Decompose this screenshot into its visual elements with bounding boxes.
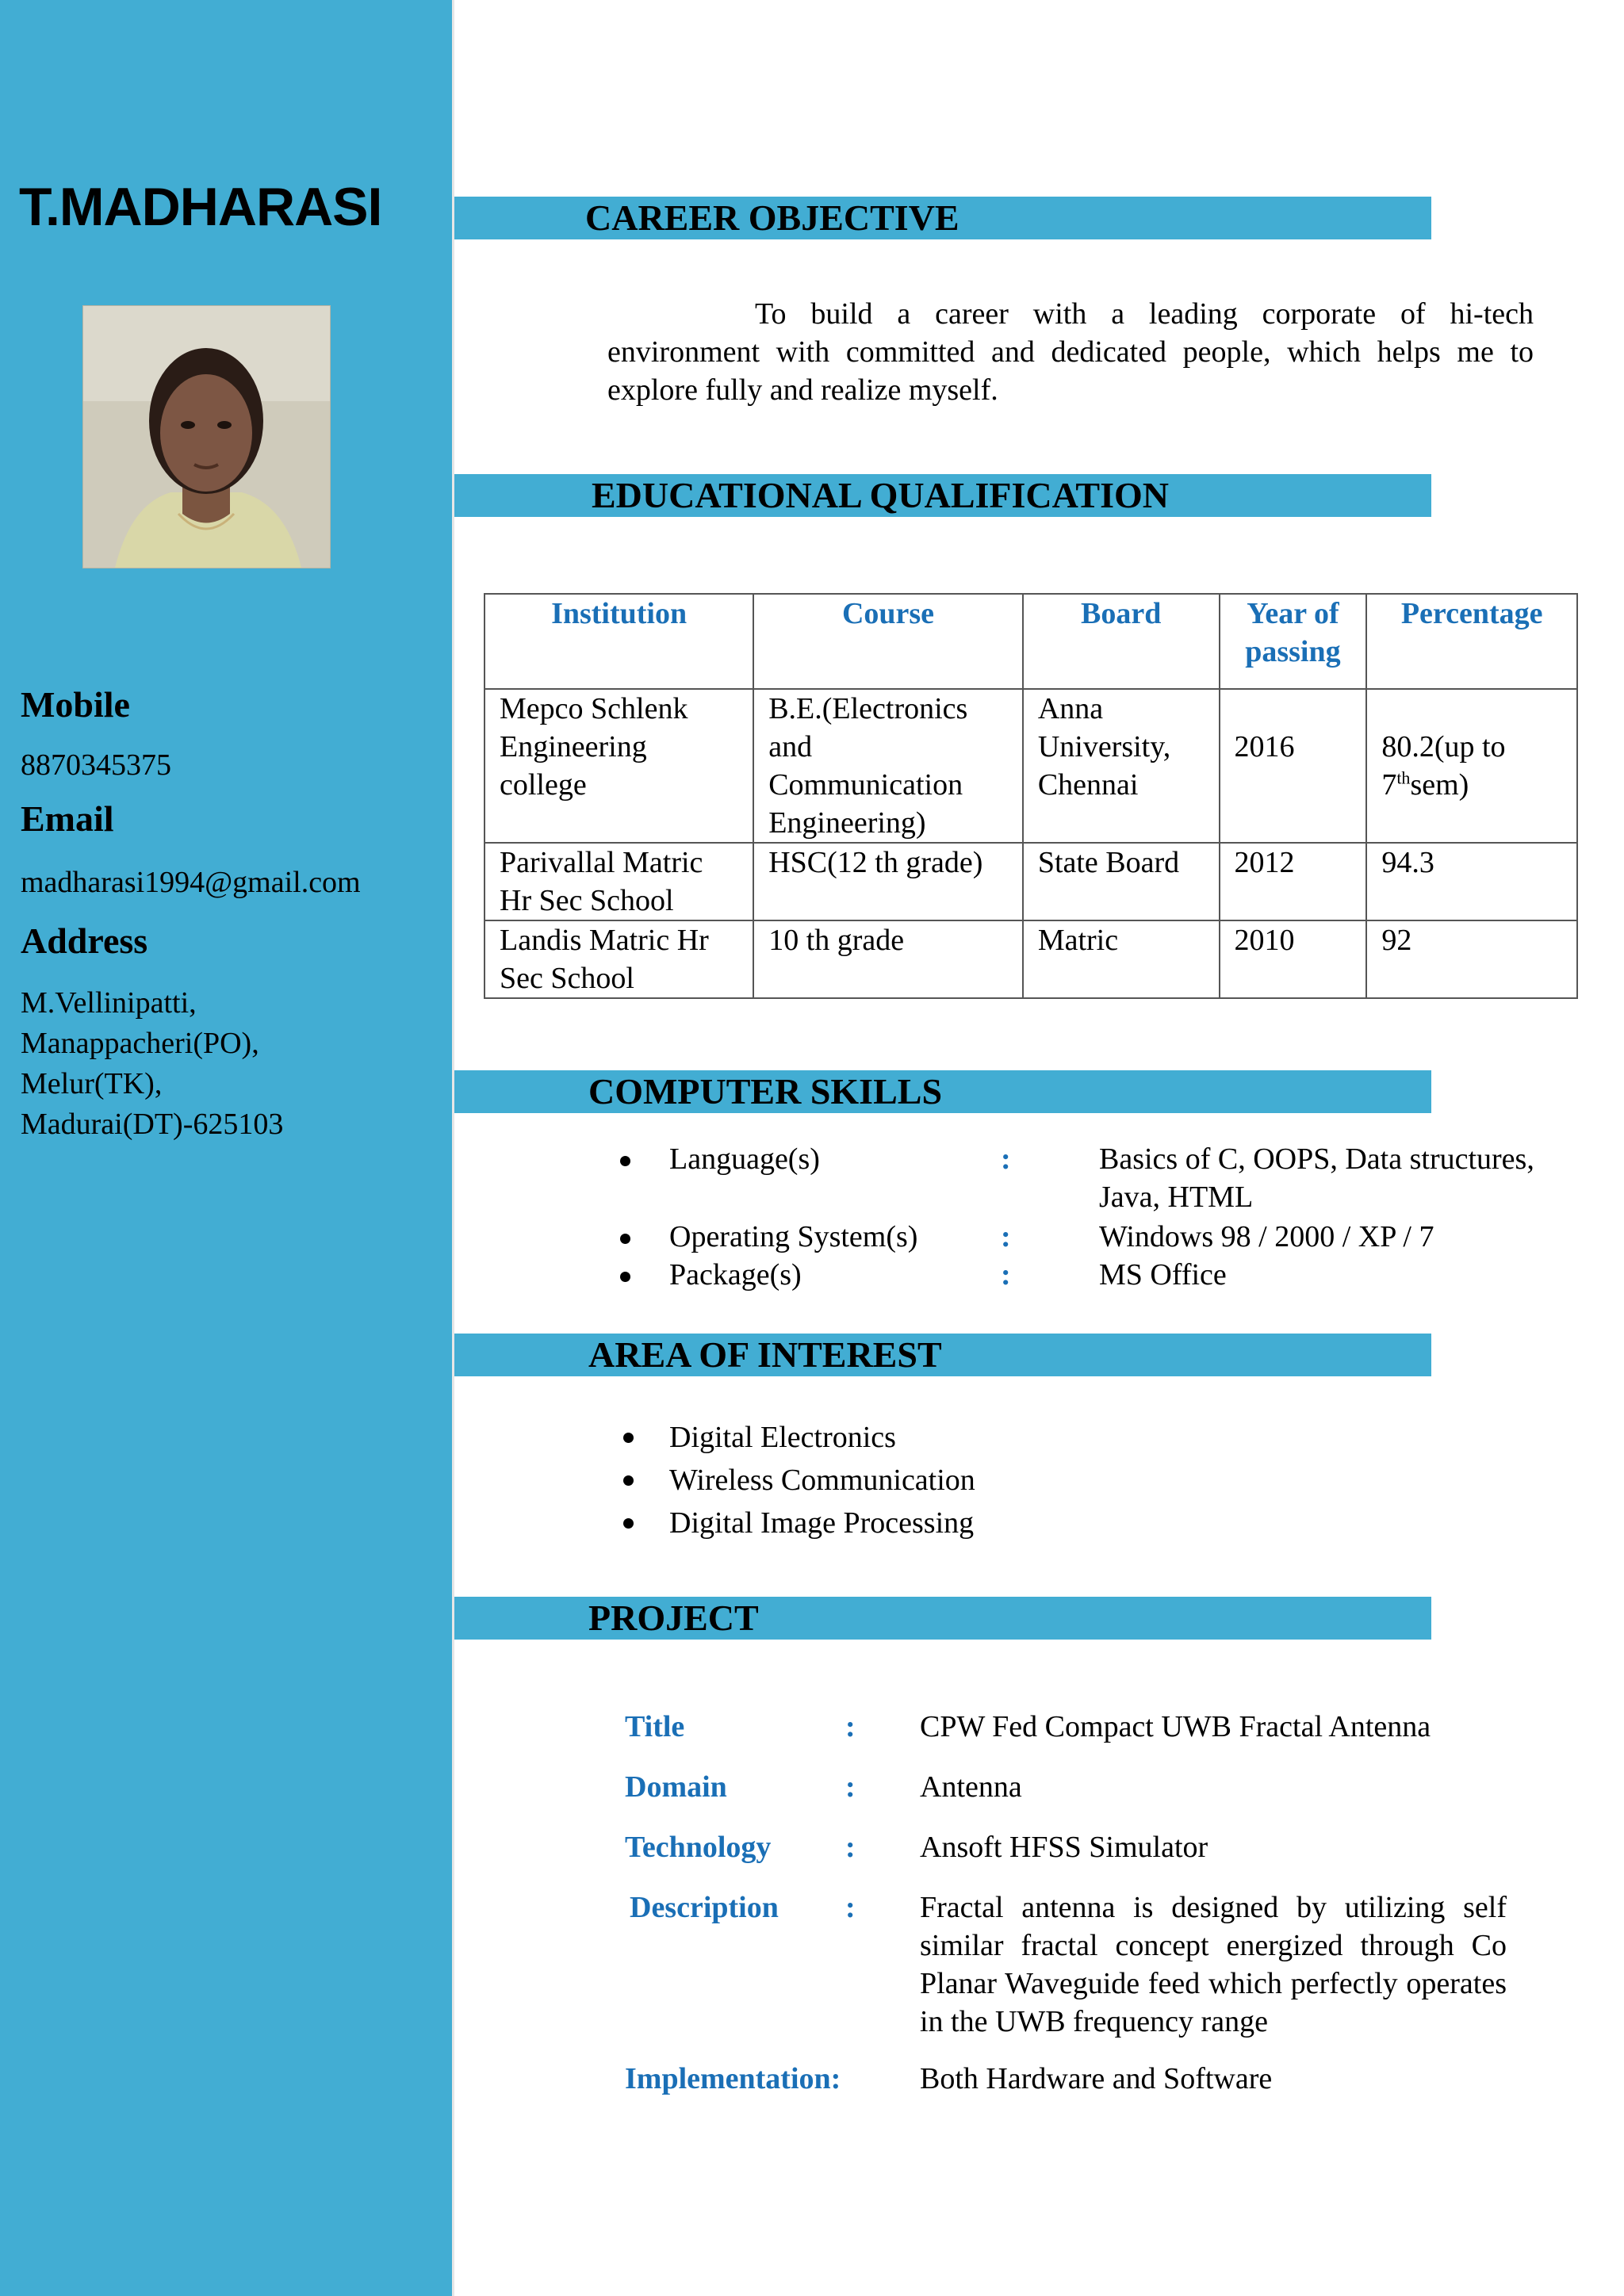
board-cell: State Board bbox=[1023, 843, 1220, 920]
skill-row bbox=[620, 1218, 1588, 1256]
separator: : bbox=[845, 1891, 856, 1924]
table-row bbox=[485, 689, 1577, 843]
course-cell: B.E.(Electronics and Communication Engineering) bbox=[753, 689, 1023, 843]
project-title: PROJECT bbox=[588, 1598, 759, 1638]
separator: : bbox=[845, 1710, 856, 1743]
area-of-interest-title: AREA OF INTEREST bbox=[588, 1334, 942, 1375]
email-address: madharasi1994@gmail.com bbox=[21, 866, 361, 899]
board-cell: Anna University, Chennai bbox=[1023, 689, 1220, 843]
separator: : bbox=[845, 1831, 856, 1864]
mobile-label: Mobile bbox=[21, 684, 130, 725]
year-cell: 2010 bbox=[1220, 920, 1367, 998]
percentage-cell: 92 bbox=[1366, 920, 1577, 998]
sidebar-divider bbox=[452, 0, 454, 2296]
skill-key: Package(s) bbox=[669, 1258, 802, 1292]
skill-value: Basics of C, OOPS, Data structures, Java, HTML bbox=[1099, 1142, 1534, 1214]
percentage-superscript: th bbox=[1396, 767, 1411, 788]
education-title: EDUCATIONAL QUALIFICATION bbox=[592, 475, 1170, 515]
project-implementation-label: Implementation: bbox=[625, 2062, 841, 2095]
project-implementation-value: Both Hardware and Software bbox=[920, 2062, 1273, 2095]
interest-item: Wireless Communication bbox=[619, 1459, 975, 1502]
interest-list bbox=[619, 1416, 975, 1544]
column-header: Board bbox=[1023, 594, 1220, 689]
table-row bbox=[485, 920, 1577, 998]
project-domain-value: Antenna bbox=[920, 1770, 1022, 1804]
bullet-icon bbox=[620, 1156, 630, 1166]
percentage-main: 80.2(up to 7 bbox=[1381, 730, 1506, 802]
course-cell: 10 th grade bbox=[753, 920, 1023, 998]
project-domain-label: Domain bbox=[625, 1770, 727, 1804]
education-table bbox=[484, 593, 1578, 999]
email-label: Email bbox=[21, 798, 114, 839]
interest-item: Digital Electronics bbox=[619, 1416, 975, 1459]
percentage-cell bbox=[1366, 689, 1577, 843]
percentage-suffix: sem) bbox=[1410, 768, 1469, 802]
skill-key: Operating System(s) bbox=[669, 1220, 918, 1253]
address-line: Manappacheri(PO), bbox=[21, 1027, 259, 1060]
interest-item: Digital Image Processing bbox=[619, 1502, 975, 1544]
candidate-name: T.MADHARASI bbox=[19, 177, 382, 237]
board-cell: Matric bbox=[1023, 920, 1220, 998]
computer-skills-list bbox=[620, 1140, 1588, 1294]
column-header: Percentage bbox=[1366, 594, 1577, 689]
address-line: M.Vellinipatti, bbox=[21, 986, 197, 1020]
column-header: Institution bbox=[485, 594, 753, 689]
profile-photo bbox=[82, 305, 331, 568]
project-description-row bbox=[625, 1888, 1537, 2041]
project-domain-row bbox=[625, 1768, 1537, 1806]
project-technology-value: Ansoft HFSS Simulator bbox=[920, 1831, 1208, 1864]
address-line: Madurai(DT)-625103 bbox=[21, 1108, 284, 1141]
address-block bbox=[21, 983, 283, 1145]
table-header-row bbox=[485, 594, 1577, 689]
year-cell: 2016 bbox=[1220, 689, 1367, 843]
career-objective-text bbox=[607, 295, 1534, 409]
skill-key: Language(s) bbox=[669, 1142, 820, 1176]
year-cell: 2012 bbox=[1220, 843, 1367, 920]
project-title-value: CPW Fed Compact UWB Fractal Antenna bbox=[920, 1710, 1431, 1743]
address-label: Address bbox=[21, 920, 148, 961]
career-objective-title: CAREER OBJECTIVE bbox=[585, 197, 959, 238]
column-header: Course bbox=[753, 594, 1023, 689]
institution-cell: Landis Matric Hr Sec School bbox=[485, 920, 753, 998]
table-row bbox=[485, 843, 1577, 920]
project-technology-label: Technology bbox=[625, 1831, 772, 1864]
skill-separator: : bbox=[1001, 1258, 1011, 1292]
skill-separator: : bbox=[1001, 1220, 1011, 1253]
course-cell: HSC(12 th grade) bbox=[753, 843, 1023, 920]
project-title-label: Title bbox=[625, 1710, 685, 1743]
project-technology-row bbox=[625, 1828, 1537, 1866]
bullet-icon bbox=[620, 1272, 630, 1282]
skill-row bbox=[620, 1140, 1588, 1216]
percentage-cell: 94.3 bbox=[1366, 843, 1577, 920]
project-implementation-row bbox=[625, 2060, 1537, 2098]
computer-skills-title: COMPUTER SKILLS bbox=[588, 1071, 943, 1112]
skill-value: MS Office bbox=[1099, 1258, 1227, 1292]
separator: : bbox=[845, 1770, 856, 1804]
skill-value: Windows 98 / 2000 / XP / 7 bbox=[1099, 1220, 1434, 1253]
career-objective-line1: To build a career with a leading corporate of hi-tech bbox=[755, 297, 1534, 331]
bullet-icon bbox=[620, 1234, 630, 1244]
project-description-label: Description bbox=[630, 1891, 779, 1924]
project-title-row bbox=[625, 1708, 1537, 1746]
mobile-number: 8870345375 bbox=[21, 748, 171, 782]
project-description-value: Fractal antenna is designed by utilizing self similar fractal concept energized through Co Planar Waveguide feed which perfectly operates in the UWB frequency range bbox=[920, 1891, 1507, 2038]
address-line: Melur(TK), bbox=[21, 1067, 163, 1100]
column-header: Year of passing bbox=[1220, 594, 1367, 689]
career-objective-rest: environment with committed and dedicated people, which helps me to explore fully and realize myself. bbox=[607, 335, 1534, 407]
skill-separator: : bbox=[1001, 1142, 1011, 1176]
institution-cell: Parivallal Matric Hr Sec School bbox=[485, 843, 753, 920]
skill-row bbox=[620, 1256, 1588, 1294]
institution-cell: Mepco Schlenk Engineering college bbox=[485, 689, 753, 843]
